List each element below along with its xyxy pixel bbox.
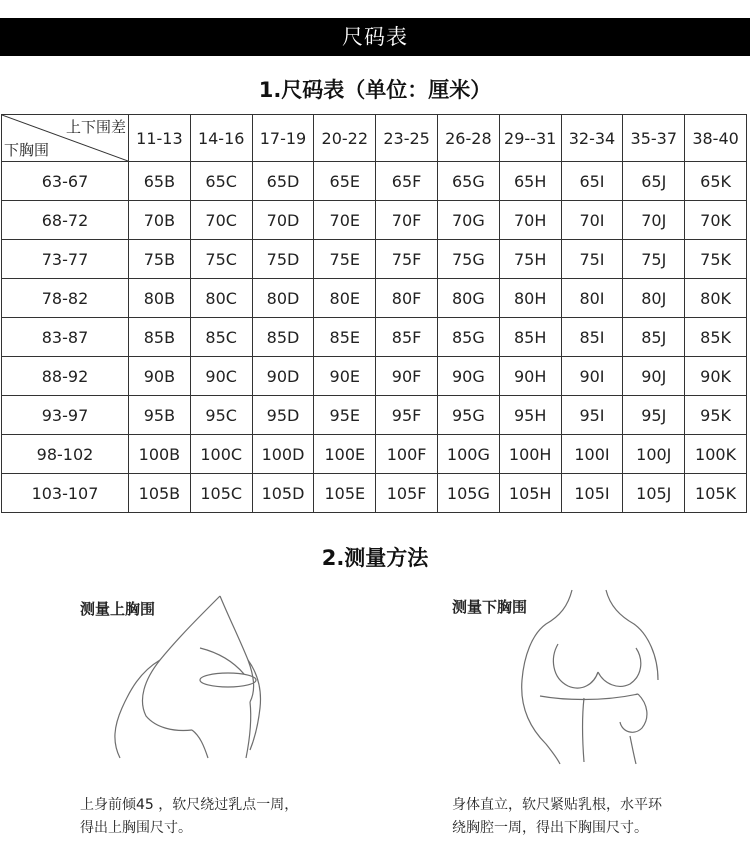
row-header-underbust: 93-97: [2, 396, 129, 435]
size-cell: 85H: [499, 318, 561, 357]
size-cell: 70E: [314, 201, 376, 240]
size-cell: 75G: [437, 240, 499, 279]
size-cell: 85J: [623, 318, 685, 357]
size-cell: 75F: [376, 240, 438, 279]
size-cell: 65I: [561, 162, 623, 201]
table-row: [2, 474, 747, 513]
size-cell: 65C: [190, 162, 252, 201]
size-cell: 70D: [252, 201, 314, 240]
row-header-underbust: 103-107: [2, 474, 129, 513]
size-cell: 100C: [190, 435, 252, 474]
size-cell: 105B: [129, 474, 191, 513]
size-cell: 65J: [623, 162, 685, 201]
column-header: 32-34: [561, 115, 623, 162]
table-row: [2, 240, 747, 279]
size-table-heading: 1.尺码表（单位：厘米）: [258, 78, 492, 102]
table-corner-cell: [2, 115, 129, 162]
size-cell: 90H: [499, 357, 561, 396]
size-cell: 65K: [685, 162, 747, 201]
column-header: 11-13: [129, 115, 191, 162]
size-cell: 85D: [252, 318, 314, 357]
size-cell: 70C: [190, 201, 252, 240]
size-cell: 95G: [437, 396, 499, 435]
size-cell: 105F: [376, 474, 438, 513]
size-cell: 100D: [252, 435, 314, 474]
row-header-underbust: 73-77: [2, 240, 129, 279]
size-cell: 100E: [314, 435, 376, 474]
size-cell: 70F: [376, 201, 438, 240]
size-cell: 90D: [252, 357, 314, 396]
underbust-desc-line1: 身体直立，软尺紧贴乳根，水平环: [452, 797, 662, 813]
upper-bust-label: 测量上胸围: [80, 600, 156, 618]
size-cell: 85B: [129, 318, 191, 357]
size-cell: 65F: [376, 162, 438, 201]
table-header-row: [2, 115, 747, 162]
size-cell: 85I: [561, 318, 623, 357]
size-cell: 100K: [685, 435, 747, 474]
size-cell: 95B: [129, 396, 191, 435]
size-cell: 85C: [190, 318, 252, 357]
size-cell: 95H: [499, 396, 561, 435]
table-row: [2, 318, 747, 357]
size-cell: 90G: [437, 357, 499, 396]
size-cell: 80C: [190, 279, 252, 318]
size-cell: 95J: [623, 396, 685, 435]
size-cell: 85G: [437, 318, 499, 357]
size-cell: 70I: [561, 201, 623, 240]
column-header: 26-28: [437, 115, 499, 162]
size-cell: 100I: [561, 435, 623, 474]
underbust-illustration: [510, 586, 670, 766]
size-cell: 75J: [623, 240, 685, 279]
size-cell: 85F: [376, 318, 438, 357]
table-row: [2, 279, 747, 318]
size-cell: 105G: [437, 474, 499, 513]
size-cell: 75E: [314, 240, 376, 279]
size-cell: 95K: [685, 396, 747, 435]
column-header: 17-19: [252, 115, 314, 162]
size-cell: 75H: [499, 240, 561, 279]
size-cell: 80K: [685, 279, 747, 318]
size-cell: 105I: [561, 474, 623, 513]
size-cell: 105C: [190, 474, 252, 513]
size-table: [1, 114, 747, 513]
upper-bust-desc-line1: 上身前倾45 ，软尺绕过乳点一周，: [80, 797, 299, 813]
size-cell: 65E: [314, 162, 376, 201]
upper-bust-desc-line2: 得出上胸围尺寸。: [80, 820, 192, 836]
size-cell: 65B: [129, 162, 191, 201]
size-cell: 75B: [129, 240, 191, 279]
row-header-underbust: 83-87: [2, 318, 129, 357]
size-cell: 70J: [623, 201, 685, 240]
size-cell: 70K: [685, 201, 747, 240]
size-cell: 70H: [499, 201, 561, 240]
column-header: 35-37: [623, 115, 685, 162]
column-header: 23-25: [376, 115, 438, 162]
size-cell: 80B: [129, 279, 191, 318]
size-cell: 80D: [252, 279, 314, 318]
table-row: [2, 357, 747, 396]
row-header-underbust: 68-72: [2, 201, 129, 240]
underbust-description: [452, 794, 662, 840]
size-cell: 105E: [314, 474, 376, 513]
size-cell: 90I: [561, 357, 623, 396]
size-cell: 95I: [561, 396, 623, 435]
column-header: 20-22: [314, 115, 376, 162]
size-cell: 80I: [561, 279, 623, 318]
banner-title: 尺码表: [0, 18, 750, 56]
size-cell: 90F: [376, 357, 438, 396]
size-cell: 75K: [685, 240, 747, 279]
size-cell: 80J: [623, 279, 685, 318]
size-cell: 65H: [499, 162, 561, 201]
upper-bust-description: [80, 794, 298, 840]
size-cell: 90E: [314, 357, 376, 396]
size-cell: 100H: [499, 435, 561, 474]
size-cell: 100J: [623, 435, 685, 474]
size-cell: 90J: [623, 357, 685, 396]
size-cell: 95E: [314, 396, 376, 435]
size-cell: 80G: [437, 279, 499, 318]
table-row: [2, 396, 747, 435]
size-cell: 90C: [190, 357, 252, 396]
size-cell: 65D: [252, 162, 314, 201]
size-cell: 100B: [129, 435, 191, 474]
row-header-underbust: 78-82: [2, 279, 129, 318]
size-cell: 105D: [252, 474, 314, 513]
method-heading: 2.测量方法: [321, 546, 429, 570]
size-cell: 100F: [376, 435, 438, 474]
size-cell: 105J: [623, 474, 685, 513]
column-header: 29--31: [499, 115, 561, 162]
size-cell: 80F: [376, 279, 438, 318]
size-cell: 105K: [685, 474, 747, 513]
size-cell: 85K: [685, 318, 747, 357]
size-cell: 80H: [499, 279, 561, 318]
size-cell: 95F: [376, 396, 438, 435]
underbust-label: 测量下胸围: [452, 598, 528, 616]
corner-label-difference: 上下围差: [65, 118, 126, 136]
column-header: 14-16: [190, 115, 252, 162]
size-cell: 65G: [437, 162, 499, 201]
row-header-underbust: 63-67: [2, 162, 129, 201]
table-row: [2, 162, 747, 201]
size-cell: 95C: [190, 396, 252, 435]
upper-bust-illustration: [100, 590, 280, 765]
column-header: 38-40: [685, 115, 747, 162]
table-row: [2, 201, 747, 240]
size-cell: 75C: [190, 240, 252, 279]
size-cell: 95D: [252, 396, 314, 435]
underbust-desc-line2: 绕胸腔一周，得出下胸围尺寸。: [452, 820, 648, 836]
size-cell: 75D: [252, 240, 314, 279]
row-header-underbust: 88-92: [2, 357, 129, 396]
size-cell: 70G: [437, 201, 499, 240]
row-header-underbust: 98-102: [2, 435, 129, 474]
size-cell: 90B: [129, 357, 191, 396]
size-cell: 90K: [685, 357, 747, 396]
table-row: [2, 435, 747, 474]
size-cell: 100G: [437, 435, 499, 474]
size-cell: 85E: [314, 318, 376, 357]
corner-label-underbust: 下胸围: [4, 141, 50, 159]
size-cell: 75I: [561, 240, 623, 279]
size-cell: 70B: [129, 201, 191, 240]
size-cell: 105H: [499, 474, 561, 513]
size-cell: 80E: [314, 279, 376, 318]
